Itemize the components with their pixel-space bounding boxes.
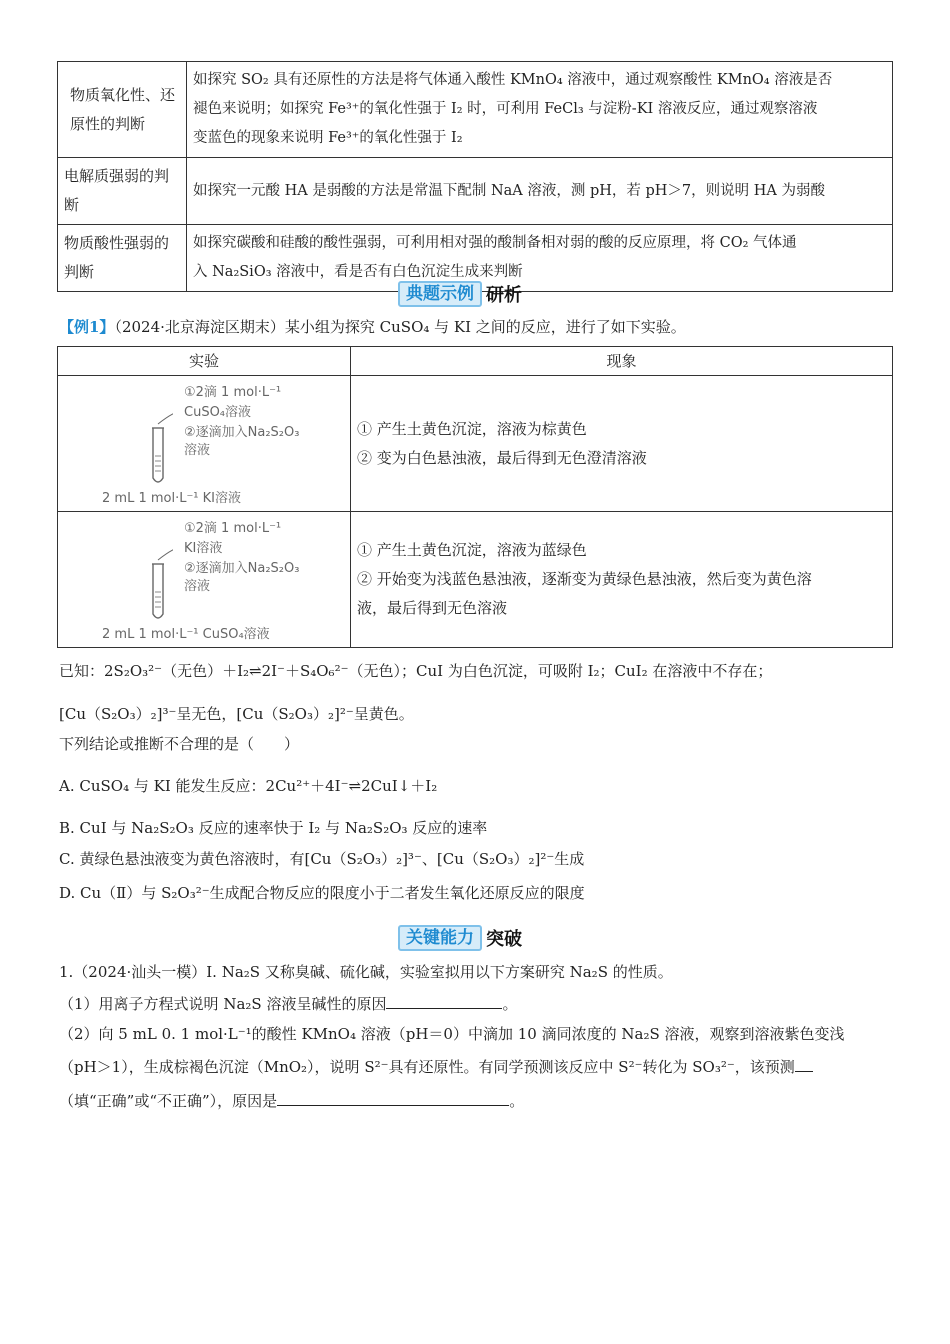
table-row	[58, 512, 893, 648]
experiment-table	[57, 346, 893, 648]
answer-blank[interactable]	[277, 1089, 509, 1106]
row-label: 物质氧化性、还原性的判断	[58, 62, 187, 158]
banner-title: 研析	[486, 285, 522, 306]
q1-line-1: 1.（2024·汕头一模）Ⅰ. Na₂S 又称臭碱、硫化碱，实验室拟用以下方案研究 Na₂S 的性质。	[59, 963, 673, 981]
q1-line-2: （1）用离子方程式说明 Na₂S 溶液呈碱性的原因 。	[59, 992, 517, 1014]
example-label: 【例1】	[59, 318, 115, 336]
answer-blank[interactable]	[795, 1055, 813, 1072]
figure-label: ①2滴 1 mol·L⁻¹	[184, 521, 282, 536]
test-tube-icon	[143, 542, 173, 622]
figure-label: ②逐滴加入Na₂S₂O₃	[184, 425, 300, 440]
table-row	[58, 376, 893, 512]
known-line-2: [Cu（S₂O₃）₂]³⁻呈无色，[Cu（S₂O₃）₂]²⁻呈黄色。	[59, 705, 414, 723]
test-tube-figure	[58, 512, 350, 647]
table-header-row	[58, 347, 893, 376]
banner-title: 突破	[486, 929, 522, 950]
option-d: D. Cu（Ⅱ）与 S₂O₃²⁻生成配合物反应的限度小于二者发生氧化还原反应的限度	[59, 884, 585, 902]
experiment-figure-cell	[58, 376, 351, 512]
banner-tag: 关键能力	[398, 925, 482, 951]
section-banner-examples	[398, 280, 522, 308]
table-row	[58, 158, 893, 225]
observation-cell: ① 产生土黄色沉淀，溶液为蓝绿色 ② 开始变为浅蓝色悬浊液，逐渐变为黄绿色悬浊液，然后变为黄色溶 液，最后得到无色溶液	[351, 512, 893, 648]
example-intro-text: （2024·北京海淀区期末）某小组为探究 CuSO₄ 与 KI 之间的反应，进行了如下实验。	[114, 318, 686, 336]
row-label: 电解质强弱的判断	[58, 158, 187, 225]
figure-label: CuSO₄溶液	[184, 405, 252, 420]
figure-label: 溶液	[184, 579, 211, 594]
figure-label: 溶液	[184, 443, 211, 458]
figure-label: KI溶液	[184, 541, 223, 556]
row-content: 如探究一元酸 HA 是弱酸的方法是常温下配制 NaA 溶液，测 pH，若 pH＞7，则说明 HA 为弱酸	[187, 158, 893, 225]
summary-table	[57, 61, 893, 292]
q1-line-3: （2）向 5 mL 0. 1 mol·L⁻¹的酸性 KMnO₄ 溶液（pH＝0）中滴加 10 滴同浓度的 Na₂S 溶液，观察到溶液紫色变浅	[59, 1025, 845, 1043]
figure-label: ②逐滴加入Na₂S₂O₃	[184, 561, 300, 576]
option-b: B. CuI 与 Na₂S₂O₃ 反应的速率快于 I₂ 与 Na₂S₂O₃ 反应的速率	[59, 819, 488, 837]
q1-line-5: （填“正确”或“不正确”），原因是 。	[59, 1089, 524, 1111]
option-c: C. 黄绿色悬浊液变为黄色溶液时，有[Cu（S₂O₃）₂]³⁻、[Cu（S₂O₃）₂]²⁻生成	[59, 850, 585, 868]
row-label: 物质酸性强弱的判断	[58, 225, 187, 292]
option-a: A. CuSO₄ 与 KI 能发生反应：2Cu²⁺＋4I⁻⇌2CuI↓＋I₂	[59, 777, 438, 795]
table-row	[58, 62, 893, 158]
banner-tag: 典题示例	[398, 281, 482, 307]
experiment-figure-cell	[58, 512, 351, 648]
column-header: 实验	[58, 347, 351, 376]
row-content: 如探究碳酸和硅酸的酸性强弱，可利用相对强的酸制备相对弱的酸的反应原理，将 CO₂ 气体通 入 Na₂SiO₃ 溶液中，看是否有白色沉淀生成来判断	[187, 225, 893, 292]
observation-cell: ① 产生土黄色沉淀，溶液为棕黄色 ② 变为白色悬浊液，最后得到无色澄清溶液	[351, 376, 893, 512]
known-line-1: 已知：2S₂O₃²⁻（无色）＋I₂⇌2I⁻＋S₄O₆²⁻（无色）；CuI 为白色沉淀，可吸附 I₂；CuI₂ 在溶液中不存在；	[59, 662, 773, 680]
row-content: 如探究 SO₂ 具有还原性的方法是将气体通入酸性 KMnO₄ 溶液中，通过观察酸性 KMnO₄ 溶液是否 褪色来说明；如探究 Fe³⁺的氧化性强于 I₂ 时，可利用 FeCl₃ 与淀粉-KI 溶液反应，通过观察溶液 变蓝色的现象来说明 Fe³⁺的氧化性强于 I₂	[187, 62, 893, 158]
test-tube-icon	[143, 406, 173, 486]
column-header: 现象	[351, 347, 893, 376]
example-intro	[59, 316, 686, 337]
test-tube-figure	[58, 376, 350, 511]
section-banner-skills	[398, 924, 522, 952]
figure-label: ①2滴 1 mol·L⁻¹	[184, 385, 282, 400]
figure-label: 2 mL 1 mol·L⁻¹ CuSO₄溶液	[102, 627, 270, 642]
question-stem: 下列结论或推断不合理的是（ ）	[59, 735, 300, 753]
figure-label: 2 mL 1 mol·L⁻¹ KI溶液	[102, 491, 242, 506]
q1-line-4: （pH＞1），生成棕褐色沉淀（MnO₂），说明 S²⁻具有还原性。有同学预测该反应中 S²⁻转化为 SO₃²⁻，该预测	[59, 1055, 813, 1077]
answer-blank[interactable]	[386, 992, 502, 1009]
